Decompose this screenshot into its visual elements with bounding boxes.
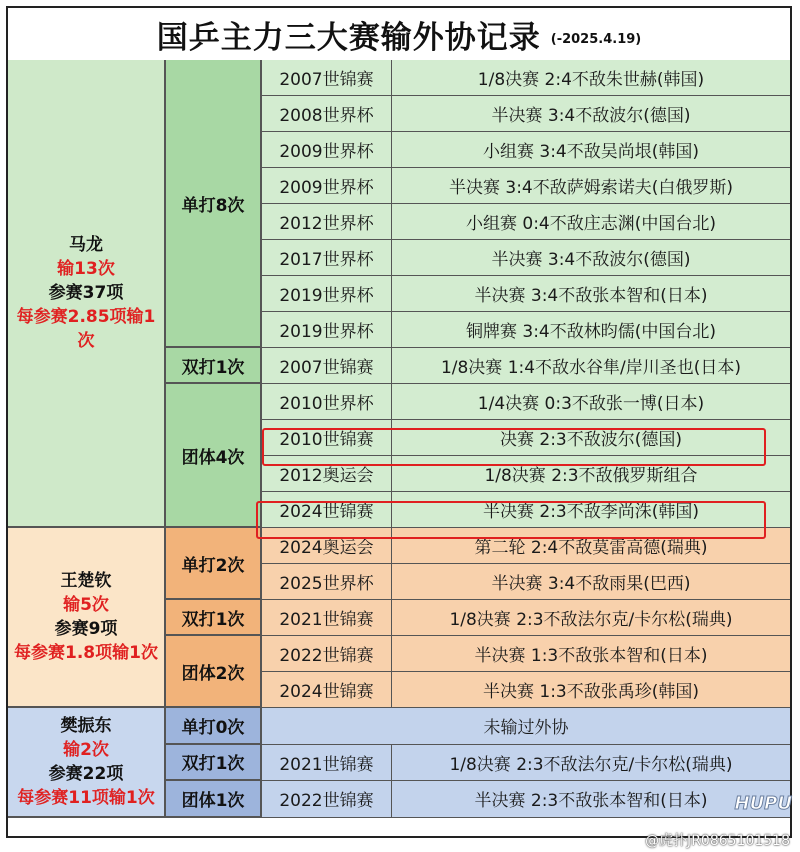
player-summary xyxy=(8,60,166,528)
table-row xyxy=(262,564,790,600)
result-cell: 1/8决赛 2:3不敌法尔克/卡尔松(瑞典) xyxy=(449,610,733,630)
result-cell: 第二轮 2:4不敌莫雷高德(瑞典) xyxy=(474,538,708,558)
player-name: 樊振东 xyxy=(60,715,112,736)
result-cell: 半决赛 3:4不敌张本智和(日本) xyxy=(474,286,708,306)
result-cell: 半决赛 3:4不敌雨果(巴西) xyxy=(491,574,691,594)
result-cell: 半决赛 1:3不敌张禹珍(韩国) xyxy=(482,682,700,702)
player-name: 王楚钦 xyxy=(60,571,112,591)
event-cell: 2019世界杯 xyxy=(262,312,392,347)
table-row xyxy=(262,708,790,745)
table-row xyxy=(262,132,790,168)
title-bar xyxy=(8,8,790,62)
event-cell: 2010世界杯 xyxy=(262,384,392,419)
player-ratio: 每参赛1.8项输1次 xyxy=(14,643,158,663)
event-cell: 2024世锦赛 xyxy=(262,492,392,527)
table-row xyxy=(262,276,790,312)
event-cell: 2007世锦赛 xyxy=(262,60,392,95)
table-row xyxy=(262,168,790,204)
table-row xyxy=(262,60,790,96)
player-events: 参赛37项 xyxy=(48,283,124,303)
player-group xyxy=(8,60,790,528)
event-cell: 2017世界杯 xyxy=(262,240,392,275)
player-losses: 输2次 xyxy=(63,739,109,760)
table-row xyxy=(262,348,790,384)
player-losses: 输13次 xyxy=(57,259,115,279)
event-cell: 2010世锦赛 xyxy=(262,420,392,455)
table-row xyxy=(262,240,790,276)
category-label: 单打2次 xyxy=(166,528,262,600)
category-label: 团体4次 xyxy=(166,384,262,528)
result-cell: 决赛 2:3不敌波尔(德国) xyxy=(499,430,683,450)
result-cell: 半决赛 3:4不敌波尔(德国) xyxy=(491,250,691,270)
category-label: 双打1次 xyxy=(166,745,262,782)
player-events: 参赛22项 xyxy=(48,763,124,784)
category-label: 单打0次 xyxy=(166,708,262,745)
hupu-logo: HUPU xyxy=(734,793,792,814)
player-ratio: 每参赛11项输1次 xyxy=(17,787,155,808)
table-row xyxy=(262,781,790,818)
event-cell: 2024奥运会 xyxy=(262,528,392,563)
result-cell: 半决赛 3:4不敌萨姆索诺夫(白俄罗斯) xyxy=(448,178,734,198)
result-cell: 未输过外协 xyxy=(483,718,569,739)
result-cell: 半决赛 1:3不敌张本智和(日本) xyxy=(474,646,708,666)
event-cell: 2012世界杯 xyxy=(262,204,392,239)
table-row xyxy=(262,528,790,564)
category-label: 团体1次 xyxy=(166,781,262,818)
result-cell: 1/8决赛 2:3不敌法尔克/卡尔松(瑞典) xyxy=(449,754,733,775)
watermark-text: @虎扑JR0865101518 xyxy=(645,833,790,849)
player-name: 马龙 xyxy=(69,235,103,255)
event-cell: 2019世界杯 xyxy=(262,276,392,311)
category-label: 单打8次 xyxy=(166,60,262,348)
event-cell: 2009世界杯 xyxy=(262,132,392,167)
event-cell: 2025世界杯 xyxy=(262,564,392,599)
player-losses: 输5次 xyxy=(63,595,109,615)
record-table xyxy=(6,6,792,838)
page-title: 国乒主力三大赛输外协记录 xyxy=(156,19,541,56)
category-label: 双打1次 xyxy=(166,348,262,384)
result-cell: 半决赛 2:3不敌李尚洙(韩国) xyxy=(482,502,700,522)
table-row xyxy=(262,420,790,456)
result-cell: 小组赛 0:4不敌庄志渊(中国台北) xyxy=(465,214,717,234)
result-cell: 小组赛 3:4不敌吴尚垠(韩国) xyxy=(482,142,700,162)
table-row xyxy=(262,204,790,240)
player-summary xyxy=(8,528,166,708)
event-cell: 2009世界杯 xyxy=(262,168,392,203)
table-row xyxy=(262,672,790,708)
result-cell: 1/8决赛 1:4不敌水谷隼/岸川圣也(日本) xyxy=(440,358,742,378)
result-cell: 铜牌赛 3:4不敌林昀儒(中国台北) xyxy=(465,322,717,342)
player-ratio: 每参赛2.85项输1次 xyxy=(16,307,156,351)
table-row xyxy=(262,492,790,528)
result-cell: 1/8决赛 2:3不敌俄罗斯组合 xyxy=(484,466,698,486)
player-group xyxy=(8,528,790,708)
table-row xyxy=(262,456,790,492)
event-cell: 2022世锦赛 xyxy=(262,781,392,817)
event-cell: 2022世锦赛 xyxy=(262,636,392,671)
table-row xyxy=(262,384,790,420)
event-cell: 2021世锦赛 xyxy=(262,745,392,781)
event-cell: 2007世锦赛 xyxy=(262,348,392,383)
result-cell: 半决赛 3:4不敌波尔(德国) xyxy=(491,106,691,126)
result-cell: 1/8决赛 2:4不敌朱世赫(韩国) xyxy=(477,70,705,90)
player-events: 参赛9项 xyxy=(54,619,118,639)
result-cell: 半决赛 2:3不敌张本智和(日本) xyxy=(474,791,708,812)
table-row xyxy=(262,600,790,636)
event-cell: 2024世锦赛 xyxy=(262,672,392,707)
table-row xyxy=(262,312,790,348)
category-label: 双打1次 xyxy=(166,600,262,636)
event-cell: 2008世界杯 xyxy=(262,96,392,131)
player-summary xyxy=(8,708,166,818)
category-label: 团体2次 xyxy=(166,636,262,708)
player-group xyxy=(8,708,790,818)
event-cell: 2021世锦赛 xyxy=(262,600,392,635)
date-range: (-2025.4.19) xyxy=(550,31,642,47)
table-row xyxy=(262,636,790,672)
table-row xyxy=(262,745,790,782)
event-cell: 2012奥运会 xyxy=(262,456,392,491)
table-row xyxy=(262,96,790,132)
result-cell: 1/4决赛 0:3不敌张一博(日本) xyxy=(477,394,705,414)
